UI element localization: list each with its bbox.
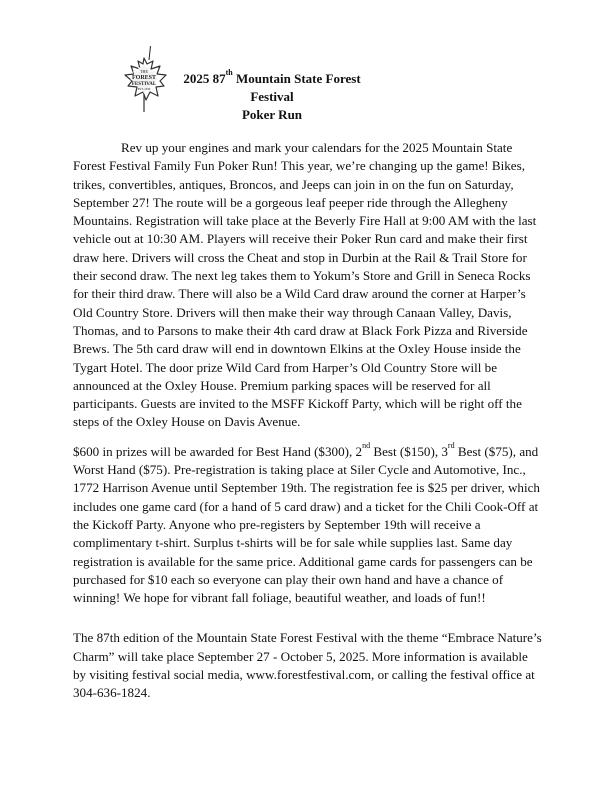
logo-est-text: EST. 1930 bbox=[137, 87, 151, 91]
logo-name-line2: FESTIVAL bbox=[131, 82, 157, 87]
prizes-ordinal-rd: rd bbox=[447, 440, 455, 450]
maple-leaf-icon bbox=[116, 44, 172, 116]
paragraph-edition-info: The 87th edition of the Mountain State Forest Festival with the theme “Embrace Nature’s Charm” will take place September 27 - October 5, 2025. More information is available by visiting festival social media, www.forestfestival.com, or calling the festival office at 304-636-1824. bbox=[73, 630, 542, 701]
paragraph-intro: Rev up your engines and mark your calendars for the 2025 Mountain State Forest Festival Family Fun Poker Run! This year, we’re changing up the game! Bikes, trikes, convertibles, antiques, Broncos, and Jeeps can join in on the fun on Saturday, September 27! The route will be a gorgeous leaf peeper ride through the Allegheny Mountains. Registration will take place at the Beverly Fire Hall at 9:00 AM with the last vehicle out at 10:30 AM. Players will receive their Poker Run card and make their first draw here. Drivers will cross the Cheat and stop in Durbin at the Rail & Trail Store for their second draw. The next leg takes them to Yokum’s Store and Grill in Seneca Rocks for their third draw. There will also be a Wild Card draw around the corner at Harper’s Old Country Store. Drivers will then make their way through Canaan Valley, Davis, Thomas, and to Parsons to make their 4th card draw at Black Fork Pizza and Riverside Brews. The 5th card draw will end in downtown Elkins at the Oxley House inside the Tygart Hotel. The door prize Wild Card from Harper’s Old Country Store will be announced at the Oxley House. Premium parking spaces will be reserved for all participants. Guests are invited to the MSFF Kickoff Party, which will be right off the steps of the Oxley House on Davis Avenue. bbox=[73, 140, 537, 430]
prizes-ordinal-nd: nd bbox=[362, 440, 371, 450]
title-year-edition: 2025 87 bbox=[183, 71, 226, 86]
prizes-text-part2: Best ($150), 3 bbox=[370, 443, 448, 459]
title-line bbox=[182, 70, 362, 106]
document-body bbox=[73, 139, 543, 714]
title-festival-name: Mountain State Forest Festival bbox=[232, 71, 361, 104]
prizes-text-part1: $600 in prizes will be awarded for Best Hand ($300), 2 bbox=[73, 443, 363, 459]
document-header bbox=[112, 44, 492, 122]
logo-the-text: THE bbox=[140, 69, 148, 74]
logo-name-line1: FOREST bbox=[131, 75, 157, 81]
subtitle: Poker Run bbox=[241, 107, 303, 122]
document-title bbox=[182, 70, 362, 124]
title-ordinal-suffix: th bbox=[225, 68, 233, 77]
paragraph-prizes bbox=[73, 440, 543, 608]
forest-festival-logo bbox=[116, 44, 172, 116]
prizes-text-part3: Best ($75), and Worst Hand ($75). Pre-registration is taking place at Siler Cycle and Automotive, Inc., 1772 Harrison Avenue until September 19th. The registration fee is $25 per driver, which includes one game card (for a hand of 5 card draw) and a ticket for the Chili Cook-Off at the Kickoff Party. Anyone who pre-registers by September 19th will receive a complimentary t-shirt. Surplus t-shirts will be for sale while supplies last. Same day registration is available for the same price. Additional game cards for passengers can be purchased for $10 each so everyone can play their own hand and have a chance of winning! We hope for vibrant fall foliage, beautiful weather, and loads of fun!! bbox=[73, 443, 540, 606]
